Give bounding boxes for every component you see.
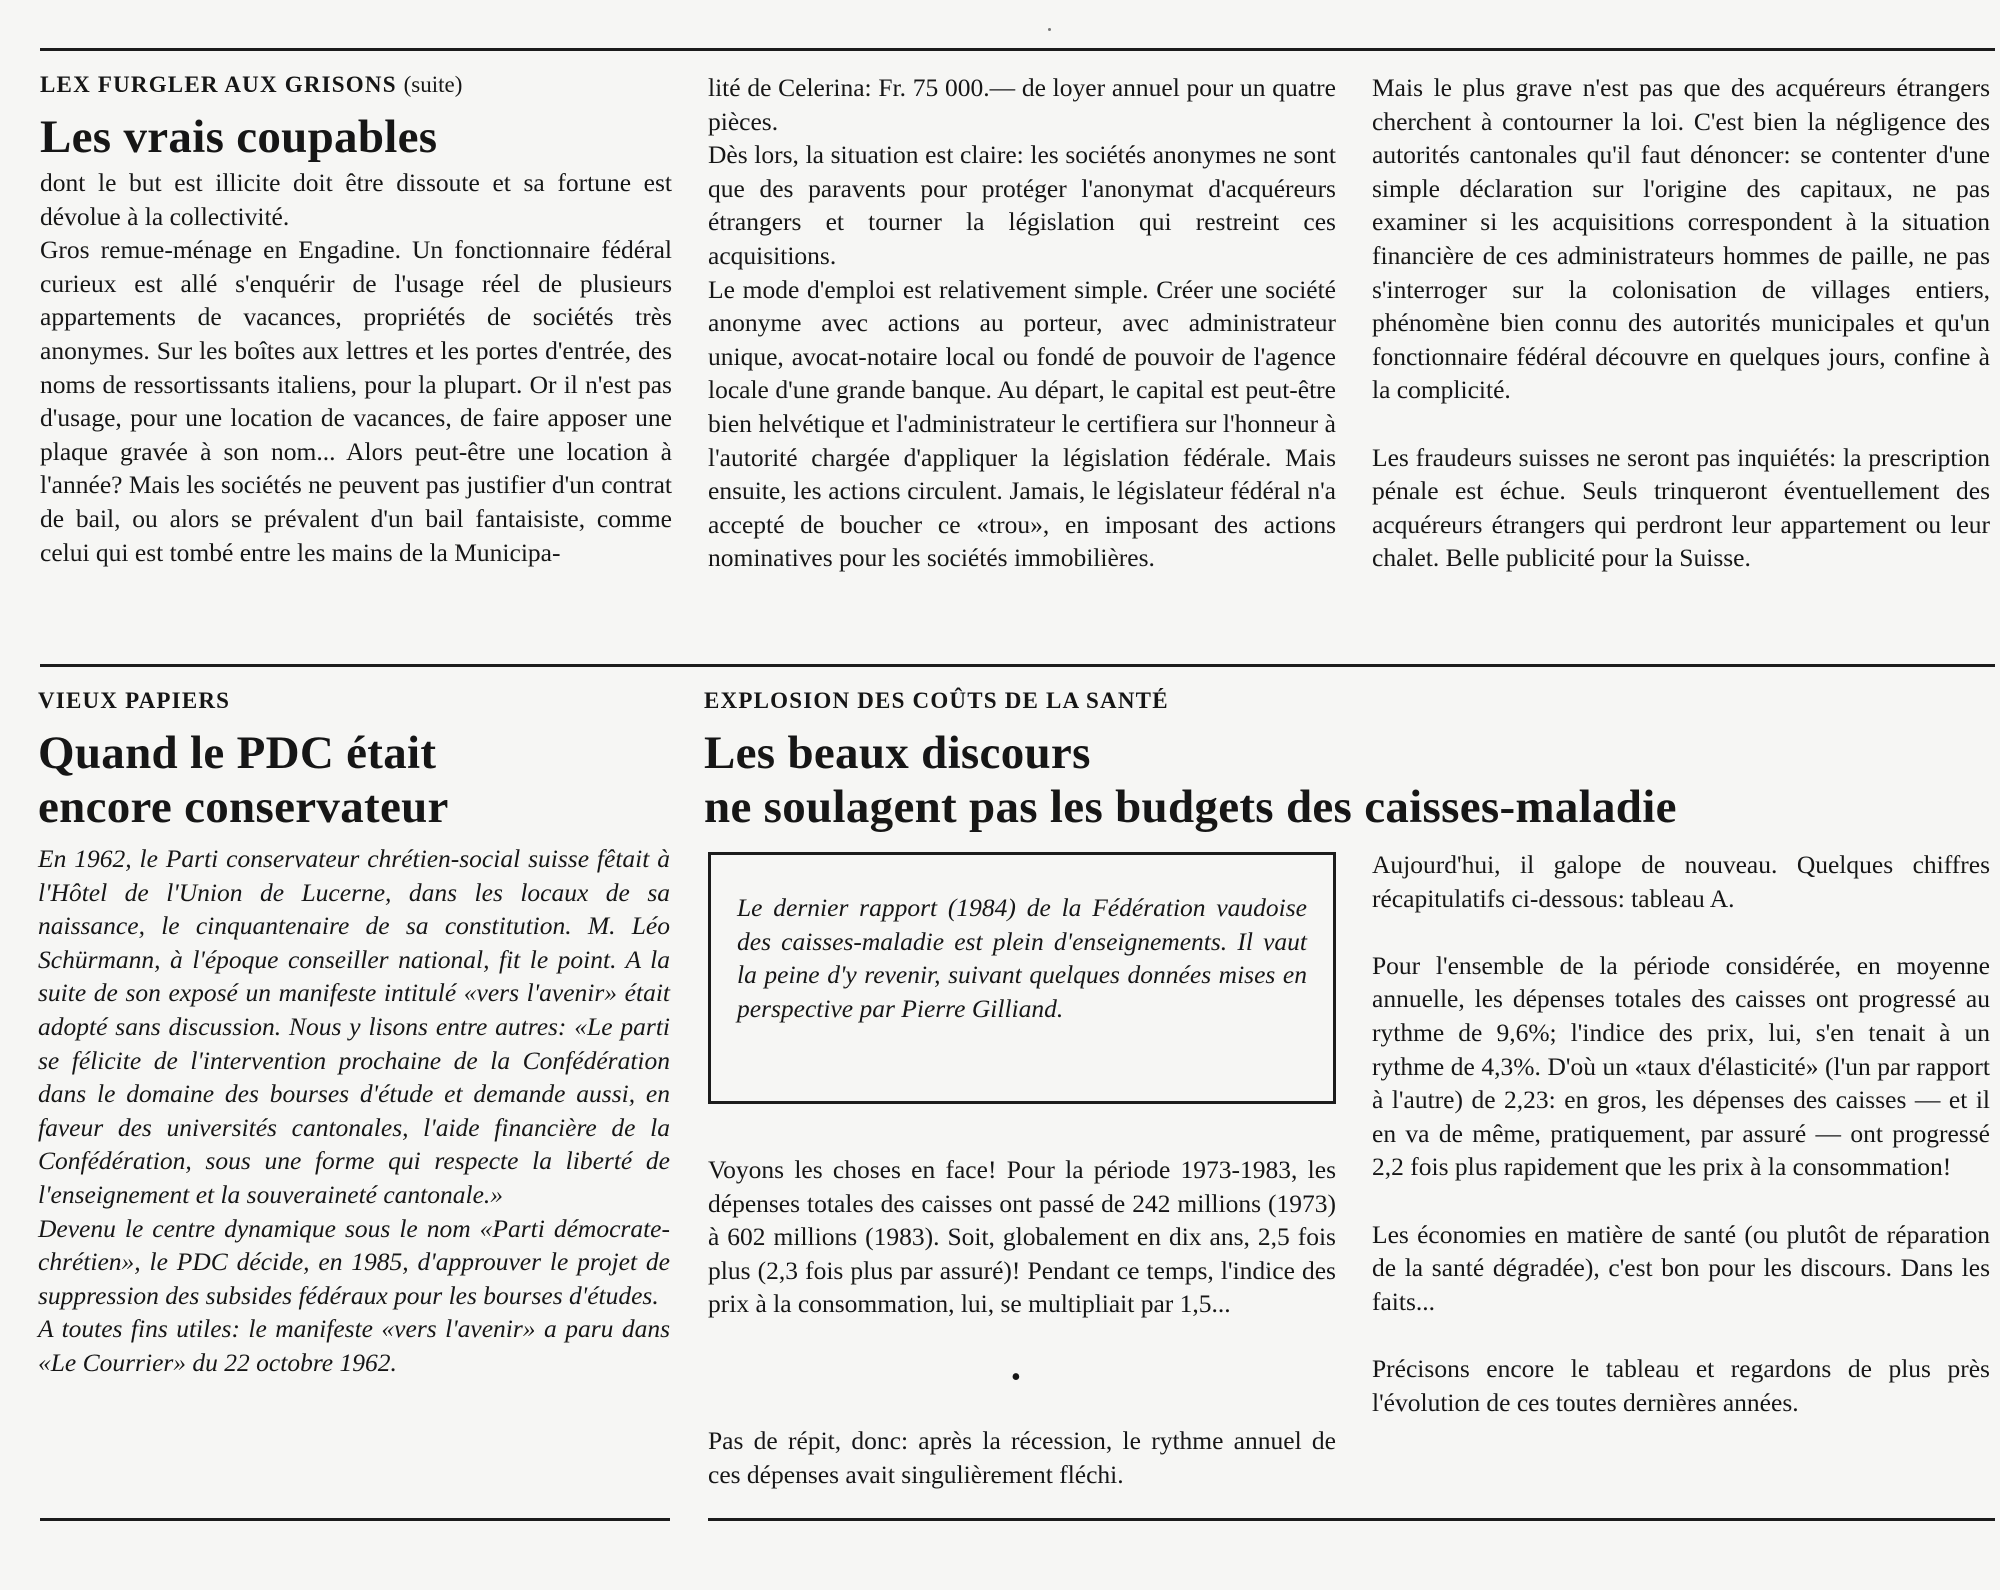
article3-para-4: Pour l'ensemble de la période considérée, en moyenne annuelle, les dépenses totales des caisses ont progressé au rythme de 9,6%; l'indice des prix, lui, s'en tenait à un rythme de 4,3%. D'où un «taux d'élasticité» (l'un par rapport à l'autre) de 2,23: en gros, les dépenses des caisses — et il en va de même, pratiquement, par assuré — ont progressé 2,2 fois plus rapidement que les prix à la consommation! (1372, 950, 1990, 1182)
article3-col3 (1372, 848, 1990, 1419)
article2-title-line1: Quand le PDC était (38, 727, 437, 779)
article3-header (704, 686, 1994, 834)
bottom-rule-right (708, 1518, 1995, 1521)
article3-para-6: Précisons encore le tableau et regardons de plus près l'évolution de ces toutes dernières années. (1372, 1353, 1990, 1417)
article1-col1 (40, 70, 672, 569)
article3-title-line1: Les beaux discours (704, 727, 1091, 779)
article2-col (38, 686, 670, 1380)
article1-kicker: LEX FURGLER AUX GRISONS (suite) (40, 72, 463, 97)
article2-para-1: En 1962, le Parti conservateur chrétien-social suisse fêtait à l'Hôtel de l'Union de Lucerne, dans les locaux de sa naissance, le cinquantenaire de sa constitution. M. Léo Schürmann, à l'époque conseiller national, fit le point. A la suite de son exposé un manifeste intitulé «vers l'avenir» était adopté sans discussion. Nous y lisons entre autres: «Le parti se félicite de l'intervention prochaine de la Confédération dans le domaine des bourses d'étude et demande aussi, en faveur des universités cantonales, l'aide financière de la Confédération, sous une forme qui respecte la liberté de l'enseignement et la souveraineté cantonale.» (38, 844, 670, 1209)
article1-para-7: Les fraudeurs suisses ne seront pas inquiétés: la prescription pénale est échue. Seuls trinqueront éventuellement des acquéreurs étrangers qui perdront leur appartement ou leur chalet. Belle publicité pour la Suisse. (1372, 442, 1990, 573)
article3-intro-text: Le dernier rapport (1984) de la Fédération vaudoise des caisses-maladie est plein d'enseignements. Il vaut la peine d'y revenir, suivant quelques données mises en perspective par Pierre Gilliand. (737, 893, 1307, 1023)
article2-kicker: VIEUX PAPIERS (38, 688, 231, 713)
article3-title (704, 726, 1994, 834)
article1-para-6: Mais le plus grave n'est pas que des acquéreurs étrangers cherchent à contourner la loi. C'est bien la négligence des autorités cantonales qu'il faut dénoncer: se contenter d'une simple déclaration sur l'origine des capitaux, ne pas examiner si les acquisitions correspondent à la situation financière de ces administrateurs hommes de paille, ne pas s'interroger sur la colonisation de villages entiers, phénomène bien connu des autorités municipales et qu'un fonctionnaire fédéral découvre en quelques jours, confine à la complicité. (1372, 73, 1990, 405)
article3-title-line2: ne soulagent pas les budgets des caisses-maladie (704, 781, 1677, 833)
article3-para-5: Les économies en matière de santé (ou plutôt de réparation de la santé dégradée), c'est bon pour les discours. Dans les faits... (1372, 1219, 1990, 1316)
article3-col2-b (708, 1424, 1336, 1491)
article3-intro-box (708, 852, 1336, 1104)
article1-para-1: dont le but est illicite doit être dissoute et sa fortune est dévolue à la collectivité. (40, 168, 672, 231)
article1-para-4: Dès lors, la situation est claire: les sociétés anonymes ne sont que des paravents pour protéger l'anonymat d'acquéreurs étrangers et tourner la législation qui restreint ces acquisitions. (708, 140, 1336, 270)
article2-title-line2: encore conservateur (38, 781, 449, 833)
article1-title: Les vrais coupables (40, 111, 438, 163)
article1-col2 (708, 71, 1336, 575)
print-speck (1048, 28, 1051, 31)
bottom-rule-left (40, 1518, 670, 1521)
separator-bullet: • (1011, 1362, 1021, 1393)
article1-para-3: lité de Celerina: Fr. 75 000.— de loyer annuel pour un quatre pièces. (708, 73, 1336, 136)
article1-col3 (1372, 71, 1990, 575)
article1-para-5: Le mode d'emploi est relativement simple. Créer une société anonyme avec actions au porteur, avec administrateur unique, avocat-notaire local ou fondé de pouvoir de l'agence locale d'une grande banque. Au départ, le capital est peut-être bien helvétique et l'administrateur le certifiera sur l'honneur à l'autorité chargée d'appliquer la législation fédérale. Mais ensuite, les actions circulent. Jamais, le législateur fédéral n'a accepté de boucher ce «trou», en imposant des actions nominatives pour les sociétés immobilières. (708, 274, 1336, 573)
article3-para-3: Aujourd'hui, il galope de nouveau. Quelques chiffres récapitulatifs ci-dessous: tableau A. (1372, 850, 1990, 913)
middle-rule (40, 664, 1995, 667)
article2-para-2: Devenu le centre dynamique sous le nom «Parti démocrate-chrétien», le PDC décide, en 1985, d'approuver le projet de suppression des subsides fédéraux pour les bourses d'études. (38, 1213, 670, 1310)
article3-para-2: Pas de répit, donc: après la récession, le rythme annuel de ces dépenses avait singulièrement fléchi. (708, 1426, 1336, 1489)
article3-col2-a (708, 1153, 1336, 1321)
article3-para-1: Voyons les choses en face! Pour la période 1973-1983, les dépenses totales des caisses ont passé de 242 millions (1973) à 602 millions (1983). Soit, globalement en dix ans, 2,5 fois plus (2,3 fois plus par assuré)! Pendant ce temps, l'indice des prix à la consommation, lui, se multipliait par 1,5... (708, 1155, 1336, 1319)
top-rule (40, 48, 1995, 51)
article3-kicker: EXPLOSION DES COÛTS DE LA SANTÉ (704, 688, 1169, 713)
article2-para-3: A toutes fins utiles: le manifeste «vers l'avenir» a paru dans «Le Courrier» du 22 octobre 1962. (38, 1314, 670, 1377)
article2-title (38, 726, 670, 834)
article1-para-2: Gros remue-ménage en Engadine. Un fonctionnaire fédéral curieux est allé s'enquérir de l'usage réel de plusieurs appartements de vacances, propriétés de sociétés très anonymes. Sur les boîtes aux lettres et les portes d'entrée, des noms de ressortissants italiens, pour la plupart. Or il n'est pas d'usage, pour une location de vacances, de faire apposer une plaque gravée à son nom... Alors peut-être une location à l'année? Mais les sociétés ne peuvent pas justifier d'un contrat de bail, ou alors se prévalent d'un bail fantaisiste, comme celui qui est tombé entre les mains de la Municipa- (40, 235, 672, 567)
